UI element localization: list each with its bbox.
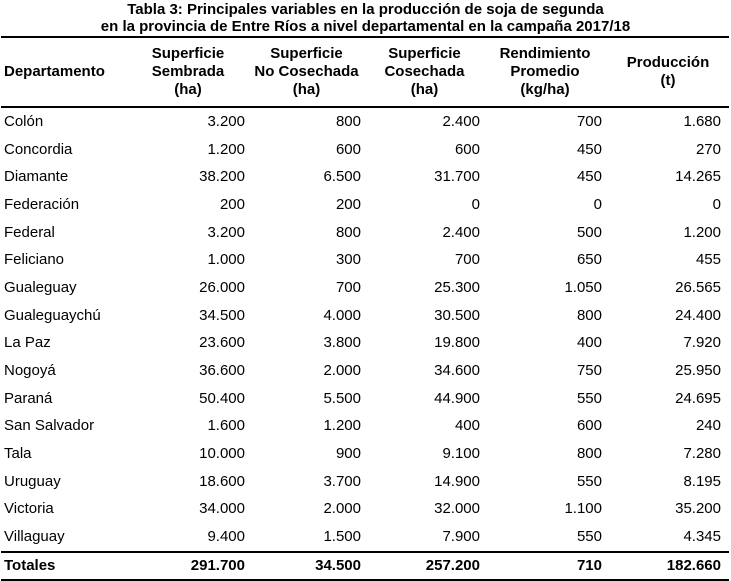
cell-no-cosechada: 300 xyxy=(335,251,361,269)
cell-cosechada: 700 xyxy=(454,251,480,269)
cell-sembrada: 18.600 xyxy=(199,472,245,490)
cell-rendimiento: 800 xyxy=(576,445,602,463)
cell-produccion: 8.195 xyxy=(683,472,721,490)
cell-cosechada: 34.600 xyxy=(434,362,480,380)
cell-produccion: 270 xyxy=(695,140,721,158)
cell-sembrada: 3.200 xyxy=(207,223,245,241)
cell-produccion: 24.695 xyxy=(675,389,721,407)
cell-cosechada: 600 xyxy=(454,140,480,158)
table-row xyxy=(1,219,729,247)
table-row xyxy=(1,413,729,441)
table-row xyxy=(1,440,729,468)
table-row xyxy=(1,330,729,358)
cell-rendimiento: 1.050 xyxy=(564,278,602,296)
cell-cosechada: 25.300 xyxy=(434,278,480,296)
cell-sembrada: 1.600 xyxy=(207,417,245,435)
cell-no-cosechada: 6.500 xyxy=(323,168,361,186)
cell-produccion: 7.280 xyxy=(683,445,721,463)
title-line-2: en la provincia de Entre Ríos a nivel departamental en la campaña 2017/18 xyxy=(100,18,631,35)
cell-no-cosechada: 1.500 xyxy=(323,528,361,546)
cell-cosechada: 7.900 xyxy=(442,528,480,546)
cell-produccion: 455 xyxy=(695,251,721,269)
cell-cosechada: 0 xyxy=(471,195,480,213)
table-row xyxy=(1,357,729,385)
cell-departamento: Colón xyxy=(4,112,44,130)
table-row xyxy=(1,468,729,496)
cell-sembrada: 38.200 xyxy=(199,168,245,186)
totals-sembrada: 291.700 xyxy=(129,552,247,580)
cell-produccion: 1.200 xyxy=(683,223,721,241)
cell-no-cosechada: 2.000 xyxy=(323,500,361,518)
table-row xyxy=(1,246,729,274)
cell-cosechada: 2.400 xyxy=(442,112,480,130)
cell-departamento: Paraná xyxy=(4,389,53,407)
header-rendimiento: Rendimiento Promedio (kg/ha) xyxy=(483,37,607,107)
cell-no-cosechada: 1.200 xyxy=(323,417,361,435)
cell-cosechada: 14.900 xyxy=(434,472,480,490)
header-row xyxy=(1,37,729,107)
cell-no-cosechada: 900 xyxy=(335,445,361,463)
totals-cosechada: 257.200 xyxy=(366,552,483,580)
cell-produccion: 7.920 xyxy=(683,334,721,352)
cell-departamento: San Salvador xyxy=(4,417,95,435)
cell-rendimiento: 450 xyxy=(576,168,602,186)
header-produccion: Producción (t) xyxy=(607,37,729,107)
cell-rendimiento: 450 xyxy=(576,140,602,158)
cell-sembrada: 26.000 xyxy=(199,278,245,296)
cell-sembrada: 34.500 xyxy=(199,306,245,324)
cell-sembrada: 10.000 xyxy=(199,445,245,463)
cell-departamento: Diamante xyxy=(4,168,69,186)
cell-cosechada: 32.000 xyxy=(434,500,480,518)
title-line-1: Tabla 3: Principales variables en la producción de soja de segunda xyxy=(127,1,604,18)
header-cosechada: Superficie Cosechada (ha) xyxy=(366,37,483,107)
soja-table xyxy=(1,36,729,581)
cell-produccion: 240 xyxy=(695,417,721,435)
cell-cosechada: 400 xyxy=(454,417,480,435)
cell-produccion: 25.950 xyxy=(675,362,721,380)
cell-rendimiento: 0 xyxy=(593,195,602,213)
cell-no-cosechada: 2.000 xyxy=(323,362,361,380)
header-departamento: Departamento xyxy=(1,37,129,107)
cell-sembrada: 36.600 xyxy=(199,362,245,380)
table-row xyxy=(1,385,729,413)
table-row xyxy=(1,136,729,164)
cell-no-cosechada: 700 xyxy=(335,278,361,296)
cell-departamento: Concordia xyxy=(4,140,73,158)
table-row xyxy=(1,523,729,552)
cell-cosechada: 19.800 xyxy=(434,334,480,352)
cell-rendimiento: 550 xyxy=(576,528,602,546)
cell-departamento: Villaguay xyxy=(4,528,65,546)
cell-no-cosechada: 5.500 xyxy=(323,389,361,407)
cell-departamento: Feliciano xyxy=(4,251,65,269)
totals-rendimiento: 710 xyxy=(483,552,607,580)
cell-produccion: 4.345 xyxy=(683,528,721,546)
cell-no-cosechada: 4.000 xyxy=(323,306,361,324)
cell-departamento: Nogoyá xyxy=(4,362,56,380)
table-body xyxy=(1,107,729,580)
table-row xyxy=(1,107,729,136)
cell-no-cosechada: 3.800 xyxy=(323,334,361,352)
cell-rendimiento: 550 xyxy=(576,389,602,407)
cell-departamento: Gualeguaychú xyxy=(4,306,101,324)
table-row xyxy=(1,496,729,524)
cell-produccion: 14.265 xyxy=(675,168,721,186)
totals-produccion: 182.660 xyxy=(607,552,729,580)
cell-sembrada: 1.200 xyxy=(207,140,245,158)
table-row xyxy=(1,191,729,219)
cell-rendimiento: 750 xyxy=(576,362,602,380)
cell-rendimiento: 700 xyxy=(576,112,602,130)
cell-rendimiento: 500 xyxy=(576,223,602,241)
cell-produccion: 35.200 xyxy=(675,500,721,518)
table-title xyxy=(0,1,731,35)
cell-departamento: Federal xyxy=(4,223,55,241)
cell-sembrada: 1.000 xyxy=(207,251,245,269)
cell-rendimiento: 600 xyxy=(576,417,602,435)
cell-departamento: Uruguay xyxy=(4,472,61,490)
header-sembrada: Superficie Sembrada (ha) xyxy=(129,37,247,107)
cell-produccion: 24.400 xyxy=(675,306,721,324)
cell-no-cosechada: 600 xyxy=(335,140,361,158)
cell-produccion: 26.565 xyxy=(675,278,721,296)
cell-departamento: Victoria xyxy=(4,500,54,518)
cell-no-cosechada: 800 xyxy=(335,112,361,130)
cell-sembrada: 23.600 xyxy=(199,334,245,352)
cell-rendimiento: 650 xyxy=(576,251,602,269)
table-row xyxy=(1,302,729,330)
totals-row xyxy=(1,552,729,580)
cell-departamento: Federación xyxy=(4,195,80,213)
cell-rendimiento: 550 xyxy=(576,472,602,490)
cell-rendimiento: 1.100 xyxy=(564,500,602,518)
cell-cosechada: 2.400 xyxy=(442,223,480,241)
table-row xyxy=(1,274,729,302)
totals-no-cosechada: 34.500 xyxy=(247,552,366,580)
cell-no-cosechada: 800 xyxy=(335,223,361,241)
cell-cosechada: 31.700 xyxy=(434,168,480,186)
cell-rendimiento: 400 xyxy=(576,334,602,352)
table-row xyxy=(1,163,729,191)
cell-no-cosechada: 200 xyxy=(335,195,361,213)
cell-cosechada: 44.900 xyxy=(434,389,480,407)
cell-cosechada: 30.500 xyxy=(434,306,480,324)
header-no-cosechada: Superficie No Cosechada (ha) xyxy=(247,37,366,107)
cell-departamento: Gualeguay xyxy=(4,278,77,296)
cell-sembrada: 3.200 xyxy=(207,112,245,130)
cell-departamento: La Paz xyxy=(4,334,51,352)
cell-sembrada: 9.400 xyxy=(207,528,245,546)
cell-sembrada: 200 xyxy=(219,195,245,213)
cell-rendimiento: 800 xyxy=(576,306,602,324)
cell-departamento: Tala xyxy=(4,445,32,463)
cell-produccion: 1.680 xyxy=(683,112,721,130)
cell-sembrada: 34.000 xyxy=(199,500,245,518)
cell-produccion: 0 xyxy=(712,195,721,213)
cell-no-cosechada: 3.700 xyxy=(323,472,361,490)
cell-cosechada: 9.100 xyxy=(442,445,480,463)
totals-label: Totales xyxy=(1,552,129,580)
cell-sembrada: 50.400 xyxy=(199,389,245,407)
